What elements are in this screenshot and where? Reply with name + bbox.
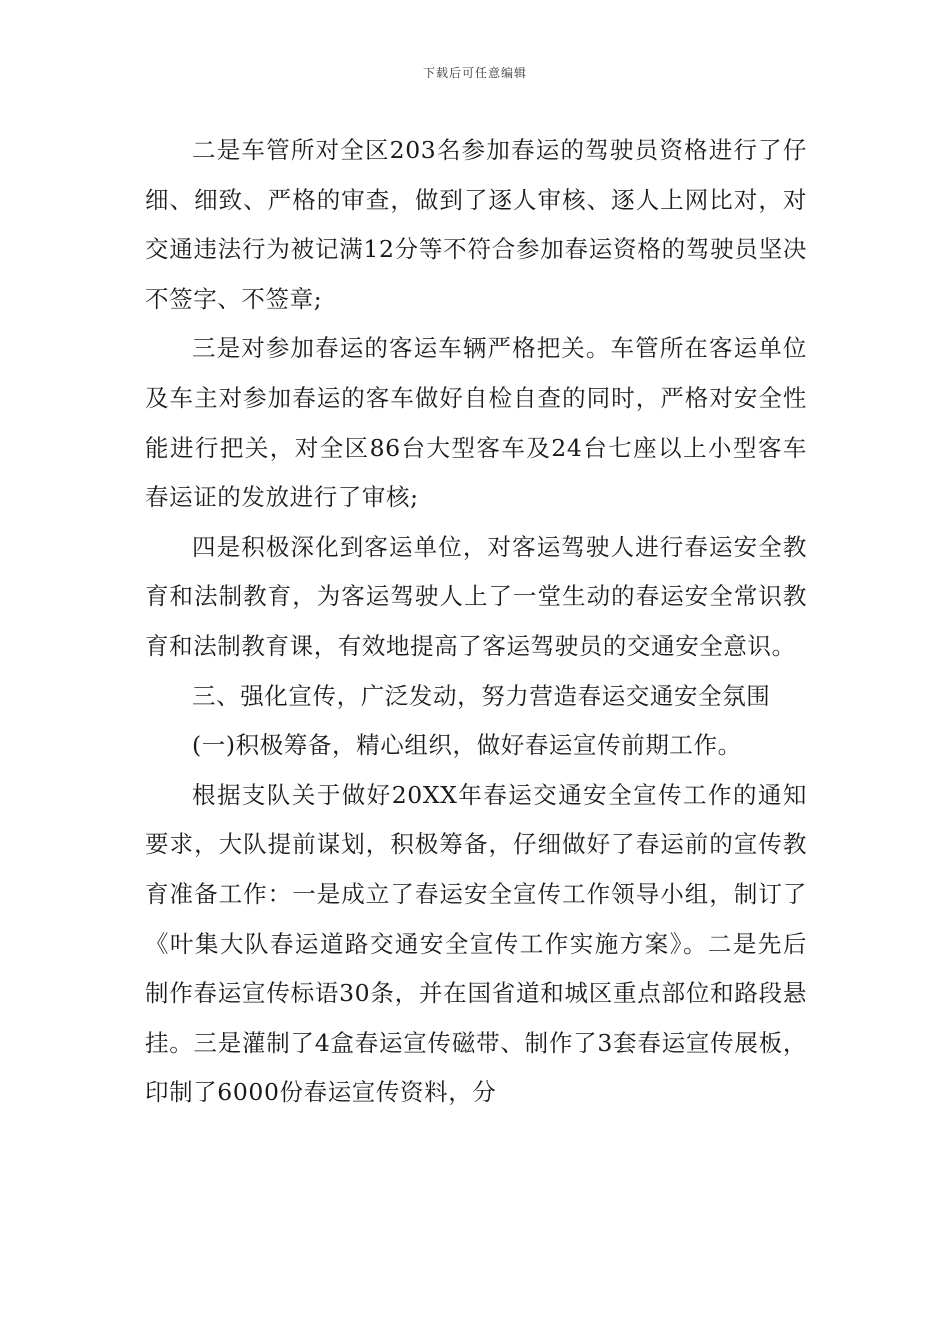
document-body	[145, 126, 807, 1118]
subsection-heading-preparation: (一)积极筹备，精心组织，做好春运宣传前期工作。	[192, 731, 742, 760]
paragraph-vehicle-check: 三是对参加春运的客运车辆严格把关。车管所在客运单位及车主对参加春运的客车做好自检自查的同时，严格对安全性能进行把关，对全区86台大型客车及24台七座以上小型客车春运证的发放进行了审核;	[145, 334, 807, 512]
paragraph-driver-review: 二是车管所对全区203名参加春运的驾驶员资格进行了仔细、细致、严格的审查，做到了逐人审核、逐人上网比对，对交通违法行为被记满12分等不符合参加春运资格的驾驶员坚决不签字、不签章;	[145, 136, 807, 313]
paragraph-publicity-work: 根据支队关于做好20XX年春运交通安全宣传工作的通知要求，大队提前谋划，积极筹备，仔细做好了春运前的宣传教育准备工作：一是成立了春运安全宣传工作领导小组，制订了《叶集大队春运道路交通安全宣传工作实施方案》。二是先后制作春运宣传标语30条，并在国省道和城区重点部位和路段悬挂。三是灌制了4盒春运宣传磁带、制作了3套春运宣传展板，印制了6000份春运宣传资料，分	[145, 780, 807, 1107]
paragraph-safety-education: 四是积极深化到客运单位，对客运驾驶人进行春运安全教育和法制教育，为客运驾驶人上了一堂生动的春运安全常识教育和法制教育课，有效地提高了客运驾驶员的交通安全意识。	[145, 532, 807, 660]
header-note: 下载后可任意编辑	[422, 66, 527, 80]
section-heading-publicity: 三、强化宣传，广泛发动，努力营造春运交通安全氛围	[192, 681, 771, 710]
